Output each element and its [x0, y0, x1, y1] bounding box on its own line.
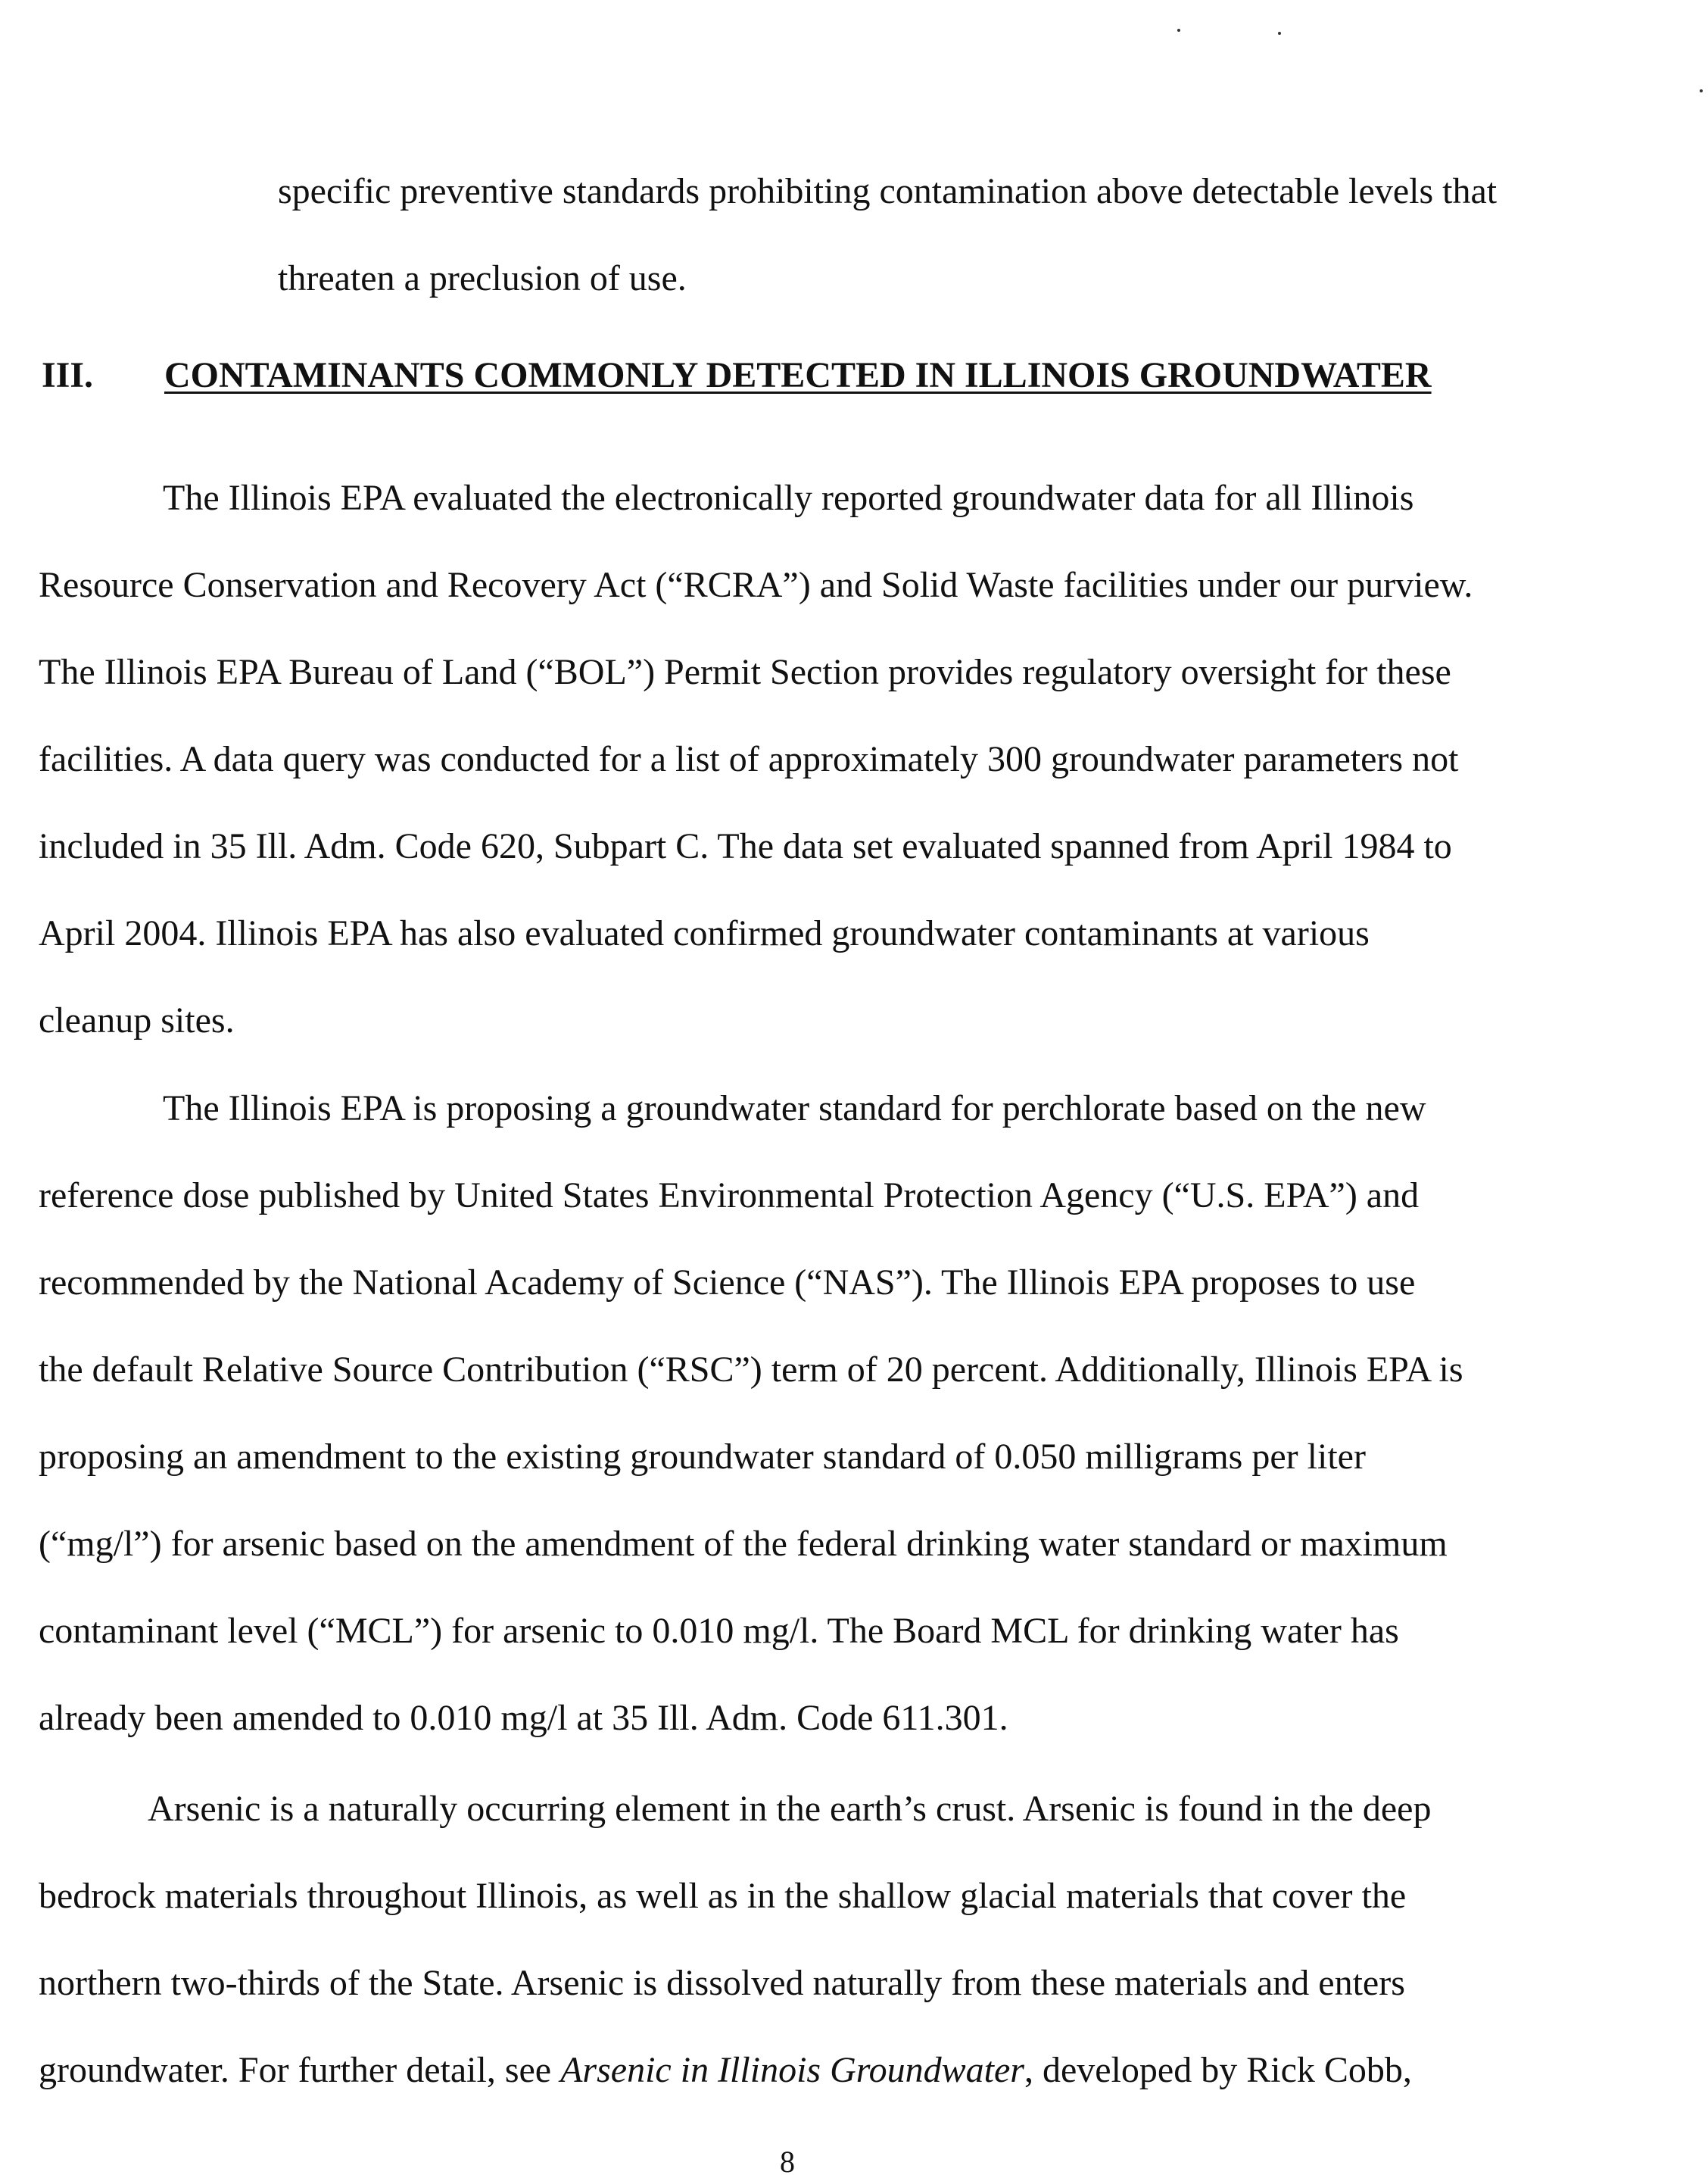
text-line: northern two-thirds of the State. Arsenic is dissolved naturally from these materials and enters [39, 1963, 1405, 2003]
section-heading [42, 353, 1432, 398]
scan-speck [1278, 32, 1281, 35]
text-line: contaminant level (“MCL”) for arsenic to 0.010 mg/l. The Board MCL for drinking water has [39, 1611, 1399, 1651]
text-line: the default Relative Source Contribution (“RSC”) term of 20 percent. Additionally, Illinois EPA is [39, 1349, 1463, 1390]
text-line: specific preventive standards prohibiting contamination above detectable levels that [278, 171, 1498, 211]
text-segment: groundwater. For further detail, see [39, 2050, 561, 2090]
text-line: bedrock materials throughout Illinois, as well as in the shallow glacial materials that cover the [39, 1876, 1407, 1916]
text-line: The Illinois EPA evaluated the electronically reported groundwater data for all Illinois [163, 478, 1414, 518]
text-line: Arsenic is a naturally occurring element in the earth’s crust. Arsenic is found in the deep [148, 1789, 1432, 1829]
text-line: Resource Conservation and Recovery Act (“RCRA”) and Solid Waste facilities under our purview. [39, 565, 1473, 605]
text-line: already been amended to 0.010 mg/l at 35 Ill. Adm. Code 611.301. [39, 1698, 1008, 1738]
page-number: 8 [780, 2145, 795, 2179]
text-line: The Illinois EPA Bureau of Land (“BOL”) Permit Section provides regulatory oversight for these [39, 652, 1451, 692]
text-line: recommended by the National Academy of Science (“NAS”). The Illinois EPA proposes to use [39, 1262, 1416, 1303]
text-line: threaten a preclusion of use. [278, 258, 687, 298]
text-line: cleanup sites. [39, 1000, 235, 1041]
scan-speck [1177, 29, 1180, 32]
text-line: facilities. A data query was conducted for a list of approximately 300 groundwater parameters not [39, 739, 1459, 779]
section-title: CONTAMINANTS COMMONLY DETECTED IN ILLINOIS GROUNDWATER [164, 355, 1432, 395]
text-line: April 2004. Illinois EPA has also evaluated confirmed groundwater contaminants at various [39, 913, 1370, 953]
text-line [39, 2048, 1412, 2093]
text-line: included in 35 Ill. Adm. Code 620, Subpart C. The data set evaluated spanned from April 1984 to [39, 826, 1452, 866]
section-number: III. [42, 355, 94, 395]
text-line: proposing an amendment to the existing groundwater standard of 0.050 milligrams per liter [39, 1437, 1366, 1477]
text-line: The Illinois EPA is proposing a groundwater standard for perchlorate based on the new [163, 1088, 1426, 1128]
text-segment: , developed by Rick Cobb, [1024, 2050, 1412, 2090]
text-line: reference dose published by United States Environmental Protection Agency (“U.S. EPA”) and [39, 1175, 1420, 1215]
cited-title: Arsenic in Illinois Groundwater [560, 2050, 1024, 2090]
scan-speck [1700, 89, 1703, 92]
text-line: (“mg/l”) for arsenic based on the amendment of the federal drinking water standard or maximum [39, 1524, 1448, 1564]
